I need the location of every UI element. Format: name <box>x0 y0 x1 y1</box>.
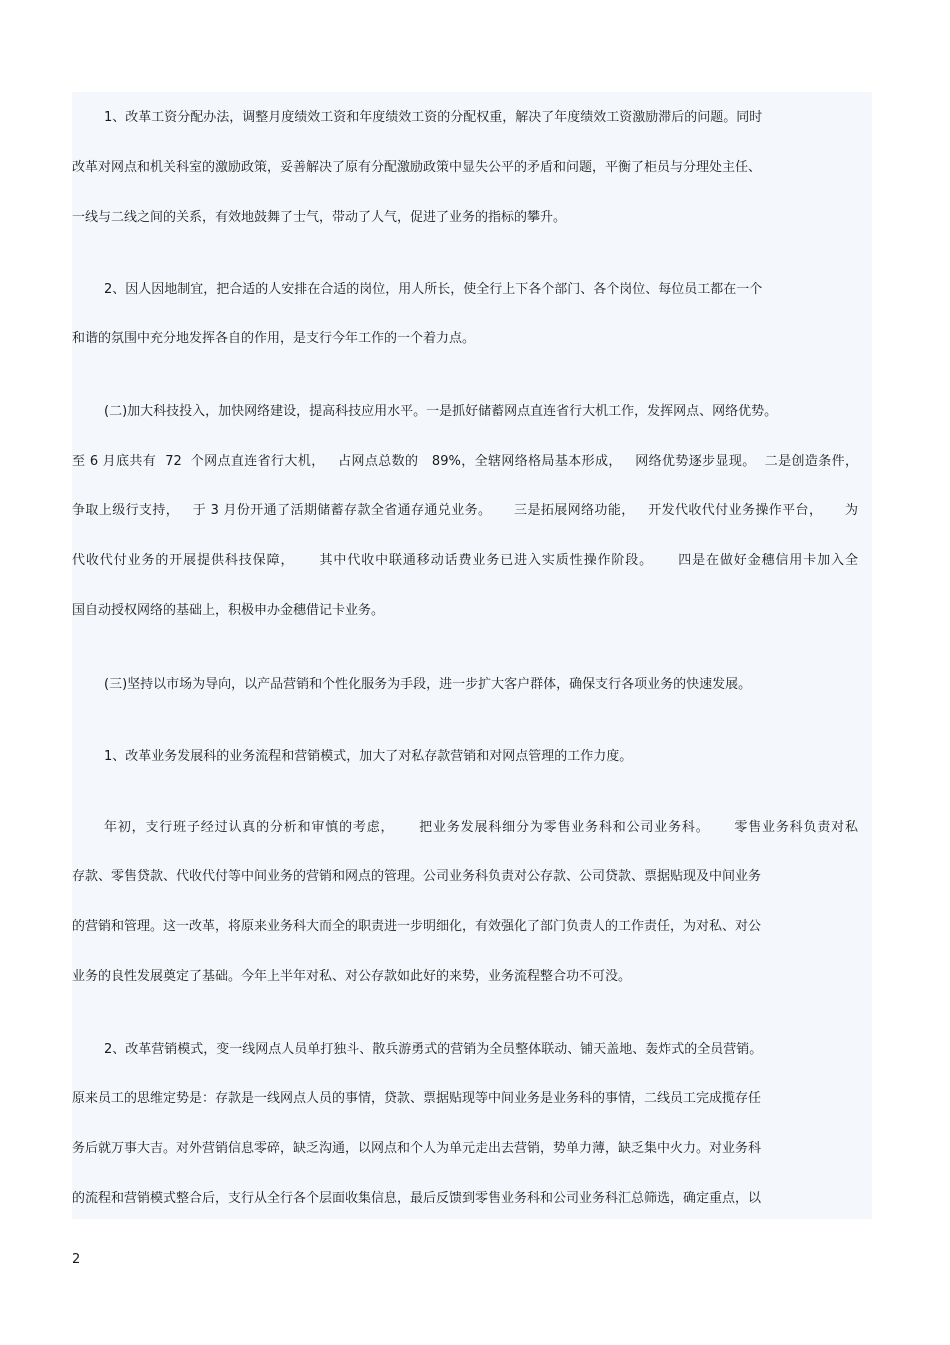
text-line: 和谐的氛围中充分地发挥各自的作用，是支行今年工作的一个着力点。 <box>72 331 476 346</box>
text-line: 年初，支行班子经过认真的分析和审慎的考虑， 把业务发展科细分为零售业务科和公司业务科。 零售业务科负责对私 <box>104 820 858 835</box>
text-line: 务后就万事大吉。对外营销信息零碎，缺乏沟通，以网点和个人为单元走出去营销，势单力薄，缺乏集中火力。对业务科 <box>72 1141 762 1156</box>
text-line: 的流程和营销模式整合后，支行从全行各个层面收集信息，最后反馈到零售业务科和公司业务科汇总筛选，确定重点，以 <box>72 1191 762 1206</box>
text-line: 原来员工的思维定势是：存款是一线网点人员的事情，贷款、票据贴现等中间业务是业务科的事情，二线员工完成揽存任 <box>72 1091 762 1106</box>
text-line: 的营销和管理。这一改革，将原来业务科大而全的职责进一步明细化，有效强化了部门负责人的工作责任，为对私、对公 <box>72 919 762 934</box>
page-number: 2 <box>72 1252 81 1267</box>
text-line: 存款、零售贷款、代收代付等中间业务的营销和网点的管理。公司业务科负责对公存款、公司贷款、票据贴现及中间业务 <box>72 869 762 884</box>
text-line: (二)加大科技投入，加快网络建设，提高科技应用水平。一是抓好储蓄网点直连省行大机工作，发挥网点、网络优势。 <box>104 404 778 419</box>
text-line: 1、改革工资分配办法，调整月度绩效工资和年度绩效工资的分配权重，解决了年度绩效工资激励滞后的问题。同时 <box>104 110 763 125</box>
text-line: 争取上级行支持， 于 3 月份开通了活期储蓄存款全省通存通兑业务。 三是拓展网络功能， 开发代收代付业务操作平台， 为 <box>72 503 858 518</box>
text-line: 国自动授权网络的基础上，积极申办金穗借记卡业务。 <box>72 603 385 618</box>
text-line: 业务的良性发展奠定了基础。今年上半年对私、对公存款如此好的来势，业务流程整合功不可没。 <box>72 969 632 984</box>
document-body <box>72 92 872 1219</box>
text-line: 代收代付业务的开展提供科技保障， 其中代收中联通移动话费业务已进入实质性操作阶段。 四是在做好金穗信用卡加入全 <box>72 553 858 568</box>
text-line: 至 6 月底共有 72 个网点直连省行大机， 占网点总数的 89%，全辖网络格局基本形成， 网络优势逐步显现。 二是创造条件， <box>72 454 858 469</box>
text-line: 2、因人因地制宜，把合适的人安排在合适的岗位，用人所长，使全行上下各个部门、各个岗位、每位员工都在一个 <box>104 282 763 297</box>
text-line: (三)坚持以市场为导向，以产品营销和个性化服务为手段，进一步扩大客户群体，确保支行各项业务的快速发展。 <box>104 677 752 692</box>
text-line: 改革对网点和机关科室的激励政策，妥善解决了原有分配激励政策中显失公平的矛盾和问题，平衡了柜员与分理处主任、 <box>72 160 762 175</box>
text-line: 2、改革营销模式，变一线网点人员单打独斗、散兵游勇式的营销为全员整体联动、铺天盖地、轰炸式的全员营销。 <box>104 1042 763 1057</box>
text-line: 1、改革业务发展科的业务流程和营销模式，加大了对私存款营销和对网点管理的工作力度。 <box>104 749 633 764</box>
text-line: 一线与二线之间的关系，有效地鼓舞了士气，带动了人气，促进了业务的指标的攀升。 <box>72 210 567 225</box>
